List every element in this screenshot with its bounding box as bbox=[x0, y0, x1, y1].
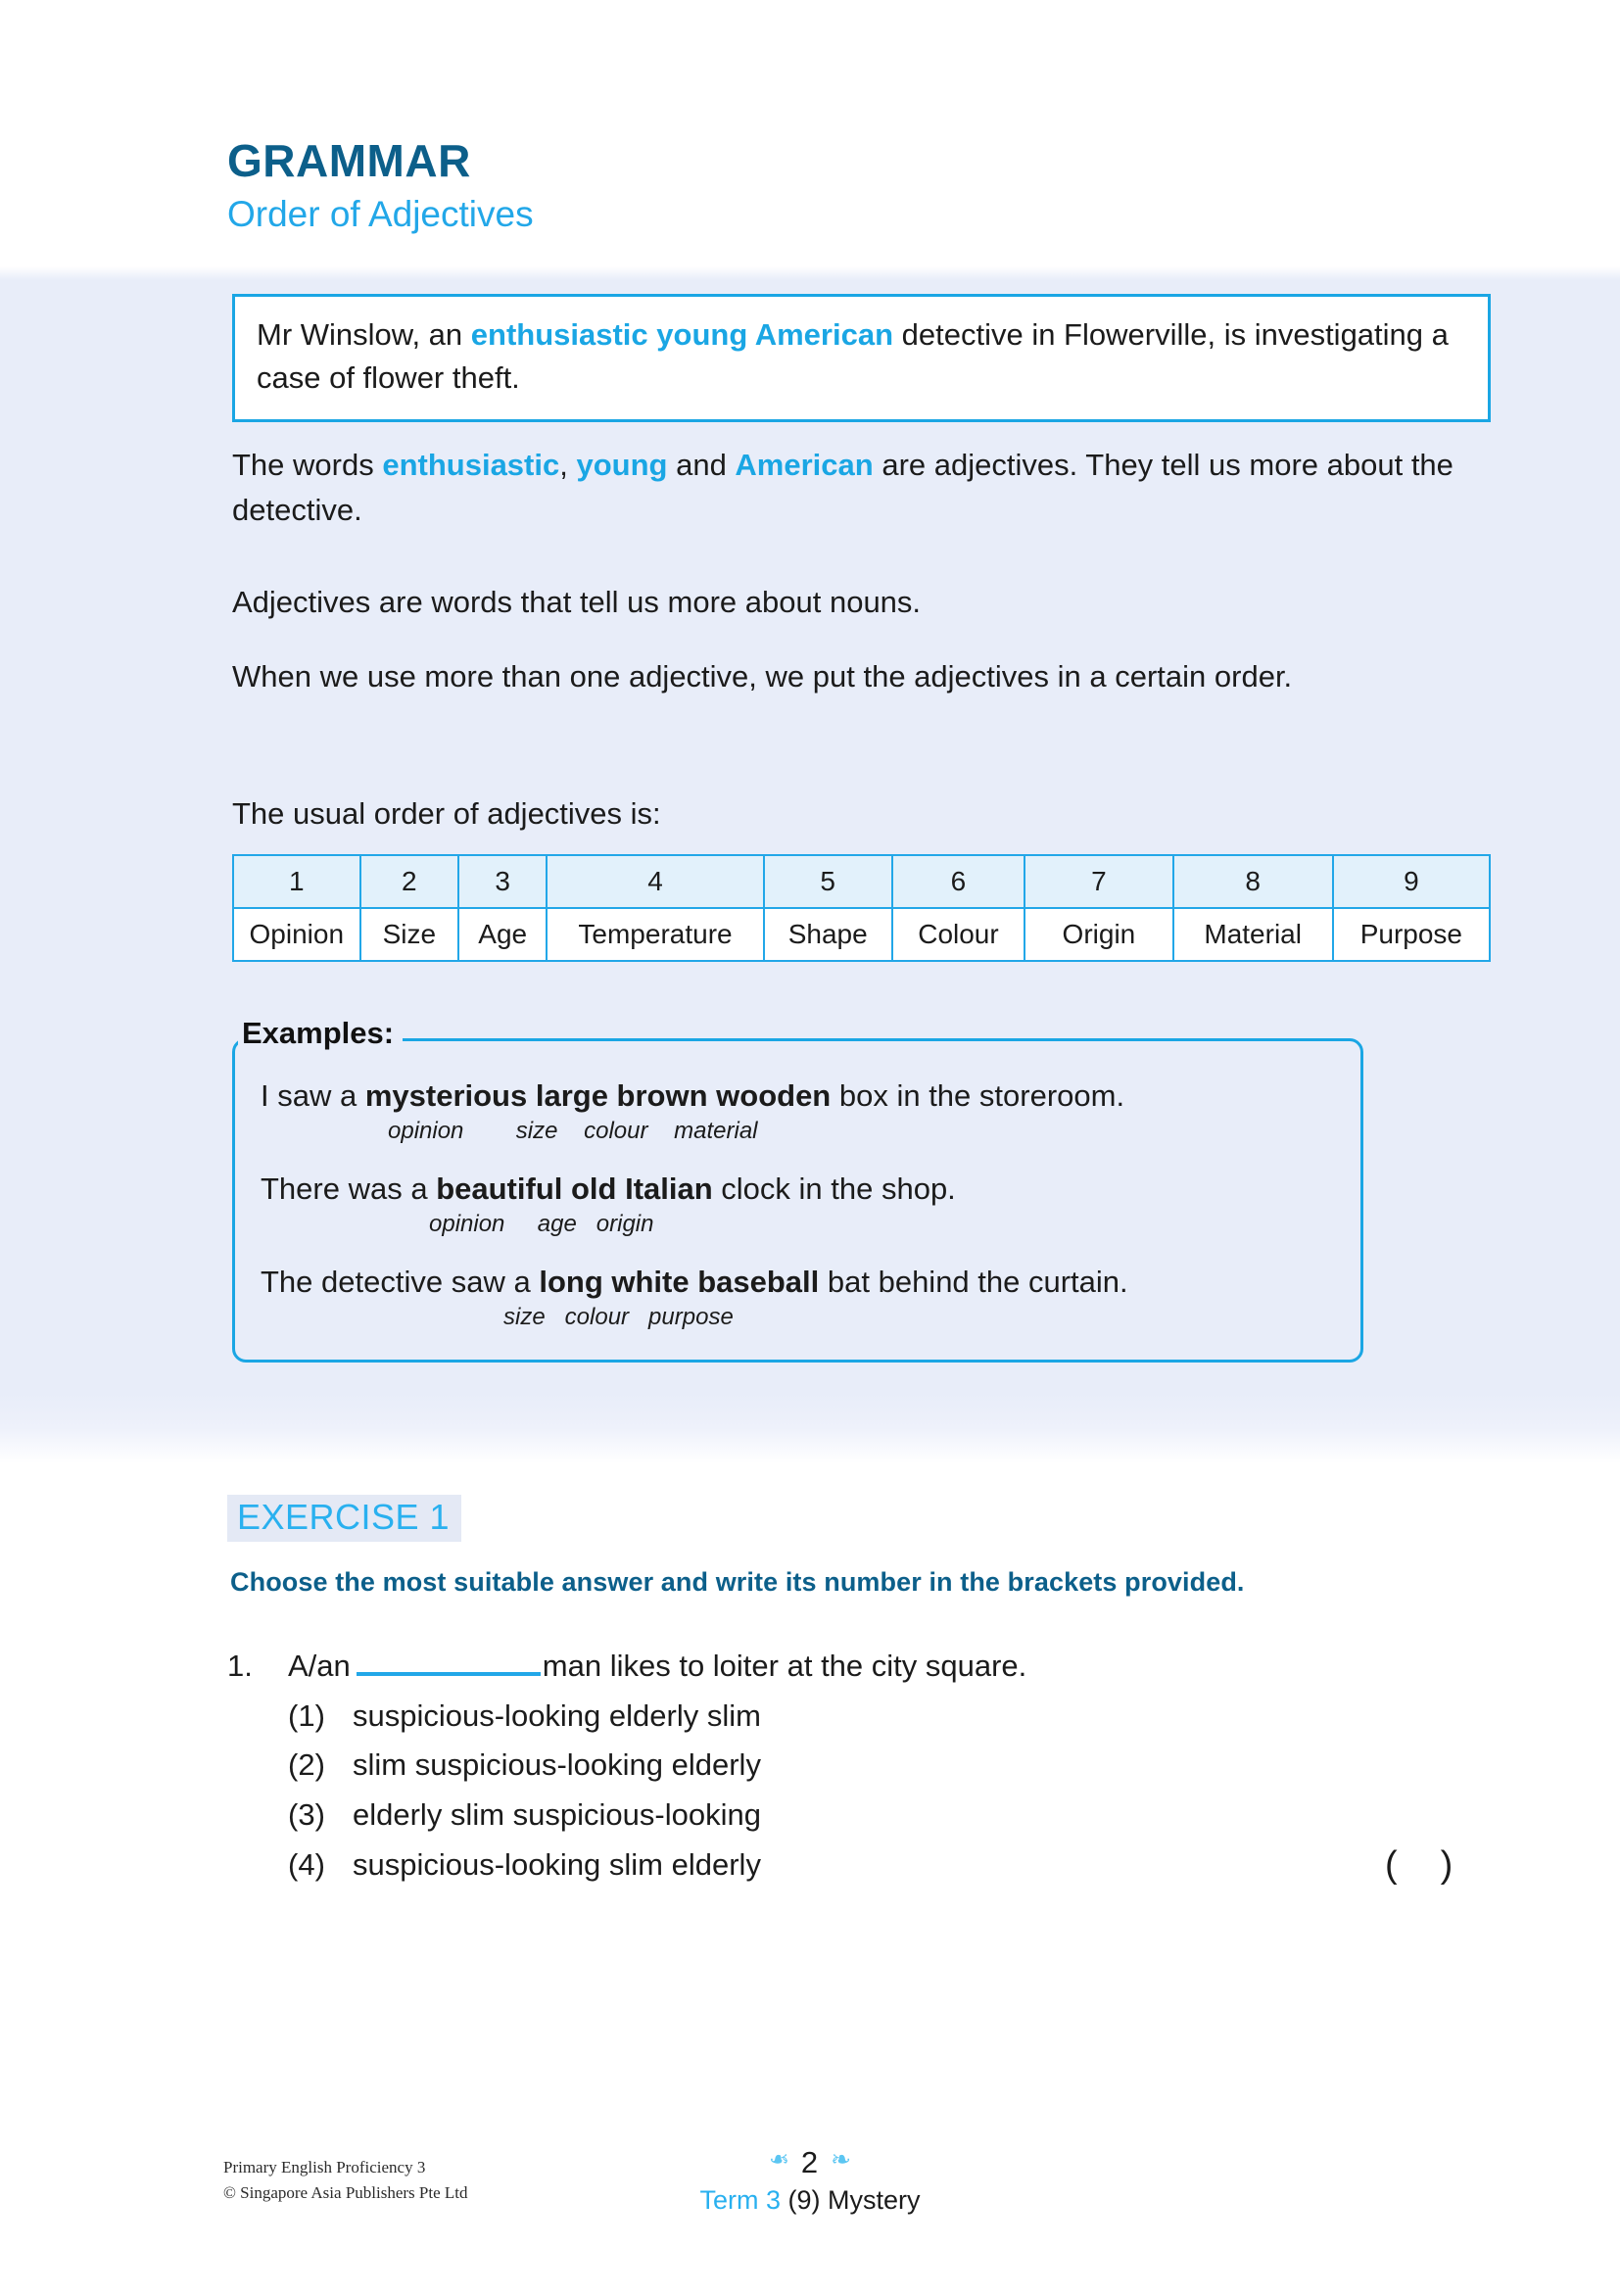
example-category-tags: opinion age origin bbox=[429, 1211, 654, 1238]
order-number-cell: 1 bbox=[233, 855, 360, 908]
intro-text-after: detective in Flowerville, is investigating a case of flower theft. bbox=[257, 317, 1449, 396]
example-pre: I saw a bbox=[261, 1078, 365, 1113]
footer-page-line bbox=[0, 2147, 1620, 2177]
example-pre: There was a bbox=[261, 1172, 437, 1207]
para1-seg-a: The words bbox=[232, 448, 383, 482]
examples-section bbox=[232, 1016, 1363, 1363]
example-item bbox=[261, 1170, 1335, 1239]
order-label-cell: Purpose bbox=[1333, 908, 1490, 961]
flourish-left-icon: ❧ bbox=[767, 2146, 789, 2174]
order-label-cell: Age bbox=[458, 908, 547, 961]
page-title: GRAMMAR bbox=[227, 135, 471, 186]
footer-book-title: Primary English Proficiency 3 bbox=[223, 2158, 426, 2176]
example-sentence bbox=[261, 1170, 1335, 1209]
order-label-cell: Colour bbox=[892, 908, 1024, 961]
examples-box bbox=[232, 1038, 1363, 1363]
example-item bbox=[261, 1076, 1335, 1146]
examples-label: Examples: bbox=[238, 1018, 403, 1048]
answer-blank[interactable] bbox=[357, 1649, 541, 1676]
footer-page-number: 2 bbox=[800, 2145, 820, 2179]
order-number-cell: 6 bbox=[892, 855, 1024, 908]
page-header bbox=[227, 137, 1501, 236]
example-adjectives: long white baseball bbox=[539, 1265, 820, 1300]
example-sentence bbox=[261, 1263, 1335, 1302]
order-label-cell: Origin bbox=[1024, 908, 1172, 961]
order-label-cell: Material bbox=[1173, 908, 1333, 961]
order-number-cell: 4 bbox=[547, 855, 763, 908]
footer-term-line bbox=[0, 2185, 1620, 2216]
question-number: 1. bbox=[227, 1649, 253, 1683]
option-number: (4) bbox=[288, 1846, 325, 1882]
option-label: elderly slim suspicious-looking bbox=[353, 1797, 761, 1832]
option-number: (1) bbox=[288, 1698, 325, 1733]
option-label: suspicious-looking slim elderly bbox=[353, 1846, 761, 1882]
adjective-order-table bbox=[232, 854, 1491, 962]
intro-sentence-box bbox=[232, 294, 1491, 422]
explanation-paragraph-4: The usual order of adjectives is: bbox=[232, 796, 661, 831]
order-number-cell: 7 bbox=[1024, 855, 1172, 908]
table-row-numbers bbox=[233, 855, 1490, 908]
footer-copyright: © Singapore Asia Publishers Pte Ltd bbox=[223, 2182, 468, 2202]
flourish-right-icon: ❧ bbox=[831, 2146, 853, 2174]
exercise-badge: EXERCISE 1 bbox=[227, 1495, 461, 1542]
example-category-tags: size colour purpose bbox=[503, 1304, 734, 1331]
example-category-tags: opinion size colour material bbox=[388, 1118, 758, 1145]
page-subtitle: Order of Adjectives bbox=[227, 194, 534, 235]
question-block bbox=[227, 1646, 1501, 1896]
para1-seg-c: , bbox=[559, 448, 577, 482]
option-item[interactable] bbox=[227, 1698, 1501, 1735]
option-item[interactable] bbox=[227, 1797, 1501, 1834]
adjective-young: young bbox=[576, 448, 668, 482]
example-item bbox=[261, 1263, 1335, 1332]
example-post: box in the storeroom. bbox=[831, 1078, 1125, 1113]
intro-sentence bbox=[257, 313, 1466, 400]
example-post: bat behind the curtain. bbox=[819, 1265, 1128, 1300]
option-item[interactable] bbox=[227, 1843, 1501, 1886]
question-text-before: A/an bbox=[288, 1649, 351, 1683]
option-label: slim suspicious-looking elderly bbox=[353, 1747, 761, 1783]
example-post: clock in the shop. bbox=[712, 1172, 956, 1207]
example-pre: The detective saw a bbox=[261, 1265, 540, 1300]
table-row-labels bbox=[233, 908, 1490, 961]
order-label-cell: Opinion bbox=[233, 908, 360, 961]
example-adjectives: mysterious large brown wooden bbox=[364, 1078, 832, 1113]
question-text-after: man likes to loiter at the city square. bbox=[542, 1649, 1027, 1683]
intro-highlighted-adjectives: enthusiastic young American bbox=[470, 317, 894, 352]
option-number: (3) bbox=[288, 1797, 325, 1832]
question-stem bbox=[227, 1646, 1501, 1687]
footer-page-marker bbox=[0, 2147, 1620, 2216]
exercise-instruction: Choose the most suitable answer and write its number in the brackets provided. bbox=[230, 1567, 1245, 1597]
footer-unit: (9) Mystery bbox=[787, 2185, 921, 2215]
adjective-american: American bbox=[735, 448, 874, 482]
adjective-enthusiastic: enthusiastic bbox=[382, 448, 560, 482]
intro-text-before: Mr Winslow, an bbox=[257, 317, 471, 352]
order-number-cell: 8 bbox=[1173, 855, 1333, 908]
para1-seg-e: and bbox=[667, 448, 736, 482]
order-label-cell: Temperature bbox=[547, 908, 763, 961]
para1-seg-g: are adjectives. They tell us more about the detective. bbox=[232, 448, 1453, 527]
example-adjectives: beautiful old Italian bbox=[436, 1172, 713, 1207]
explanation-paragraph-3: When we use more than one adjective, we put the adjectives in a certain order. bbox=[232, 659, 1293, 694]
order-number-cell: 3 bbox=[458, 855, 547, 908]
order-label-cell: Shape bbox=[764, 908, 892, 961]
order-number-cell: 5 bbox=[764, 855, 892, 908]
explanation-paragraph-1 bbox=[232, 443, 1496, 532]
option-label: suspicious-looking elderly slim bbox=[353, 1698, 761, 1733]
option-list bbox=[227, 1698, 1501, 1886]
exercise-heading bbox=[227, 1495, 461, 1542]
example-sentence bbox=[261, 1076, 1335, 1116]
footer-term: Term 3 bbox=[699, 2185, 781, 2215]
order-number-cell: 2 bbox=[360, 855, 458, 908]
explanation-paragraph-2: Adjectives are words that tell us more about nouns. bbox=[232, 585, 922, 619]
answer-brackets[interactable]: () bbox=[1385, 1843, 1497, 1886]
order-number-cell: 9 bbox=[1333, 855, 1490, 908]
option-item[interactable] bbox=[227, 1747, 1501, 1784]
order-label-cell: Size bbox=[360, 908, 458, 961]
option-number: (2) bbox=[288, 1747, 325, 1783]
